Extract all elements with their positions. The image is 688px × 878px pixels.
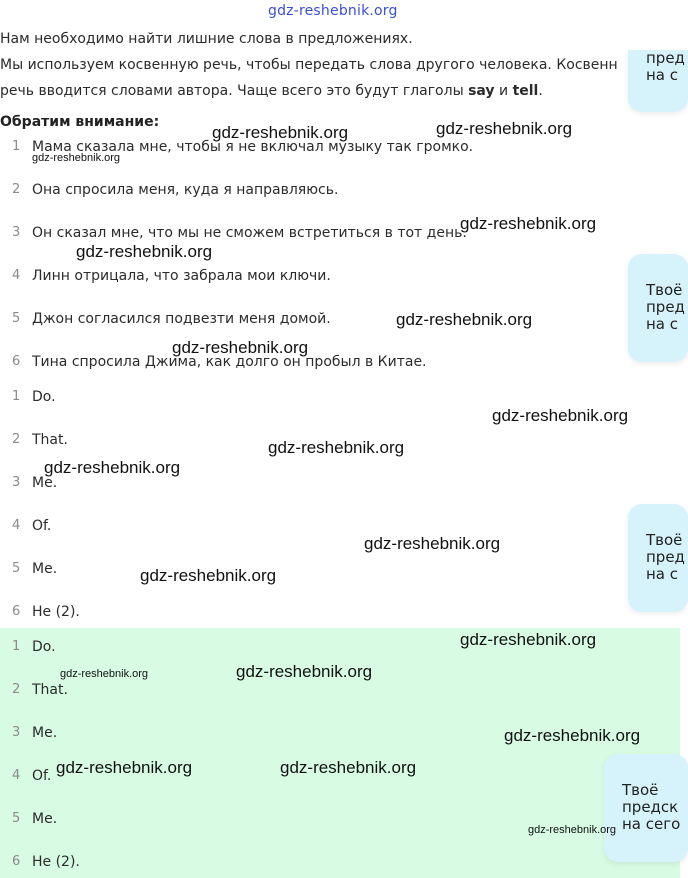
answer-row	[0, 601, 640, 625]
watermark-text: gdz-reshebnik.org	[60, 668, 149, 680]
watermark-text: gdz-reshebnik.org	[280, 758, 417, 777]
intro-line-1: Нам необходимо найти лишние слова в предложениях.	[0, 31, 413, 47]
watermark-text: gdz-reshebnik.org	[172, 338, 309, 357]
sentence-text: Джон согласился подвезти меня домой.	[32, 311, 331, 327]
answer-text: Do.	[32, 639, 56, 655]
answer-text: That.	[32, 432, 68, 448]
watermark-text: gdz-reshebnik.org	[396, 310, 533, 329]
intro-line-3-prefix: речь вводится словами автора. Чаще всего это будут глаголы	[0, 83, 469, 99]
promo-bubble-line: на с	[646, 565, 679, 583]
watermark-text: gdz-reshebnik.org	[140, 566, 277, 585]
answer-text: Of.	[32, 518, 52, 534]
promo-bubble-line: на с	[646, 315, 679, 333]
sentence-number: 1	[12, 139, 21, 154]
watermark-text: gdz-reshebnik.org	[32, 152, 121, 164]
promo-bubble-line: предск	[622, 798, 679, 816]
answer-text: Me.	[32, 475, 58, 491]
answer-text: He (2).	[32, 854, 80, 870]
answer-number: 1	[12, 389, 21, 404]
watermark-text: gdz-reshebnik.org	[528, 824, 617, 836]
watermark-text: gdz-reshebnik.org	[460, 214, 597, 233]
answer-number: 2	[12, 432, 21, 447]
sentence-text: Мама сказала мне, чтобы я не включал музыку так громко.	[32, 139, 474, 155]
promo-bubble-line: Твоё	[646, 281, 683, 299]
watermark-text: gdz-reshebnik.org	[492, 406, 629, 425]
watermark-text: gdz-reshebnik.org	[364, 534, 501, 553]
answer-text: Me.	[32, 561, 58, 577]
answer-number: 3	[12, 475, 21, 490]
notice-label: Обратим внимание:	[0, 114, 160, 130]
promo-bubble-line: пред	[646, 49, 685, 67]
answer-number: 1	[12, 639, 21, 654]
sentence-row	[0, 351, 640, 375]
promo-bubble-line: Твоё	[646, 531, 683, 549]
answer-text: Do.	[32, 389, 56, 405]
answer-text: Me.	[32, 725, 58, 741]
sentence-row	[0, 308, 640, 332]
answer-number: 5	[12, 811, 21, 826]
answer-row	[0, 558, 640, 582]
intro-line-2: Мы используем косвенную речь, чтобы передать слова другого человека. Косвенн	[0, 57, 618, 73]
answer-number: 4	[12, 768, 21, 783]
sentence-text: Он сказал мне, что мы не сможем встретиться в тот день.	[32, 225, 467, 241]
promo-bubble[interactable]	[628, 254, 688, 362]
answer-number: 2	[12, 682, 21, 697]
watermark-text: gdz-reshebnik.org	[460, 630, 597, 649]
sentence-number: 3	[12, 225, 21, 240]
verb-tell: tell	[512, 83, 539, 99]
promo-bubble-line: на с	[646, 66, 679, 84]
intro-line-3-end: .	[538, 83, 543, 99]
sentence-number: 2	[12, 182, 21, 197]
promo-bubble[interactable]	[628, 50, 688, 112]
watermark-text: gdz-reshebnik.org	[76, 242, 213, 261]
answer-text: He (2).	[32, 604, 80, 620]
answer-number: 4	[12, 518, 21, 533]
sentence-number: 5	[12, 311, 21, 326]
watermark-text: gdz-reshebnik.org	[44, 458, 181, 477]
answer-text: Of.	[32, 768, 52, 784]
sentence-text: Линн отрицала, что забрала мои ключи.	[32, 268, 331, 284]
answer-number: 3	[12, 725, 21, 740]
watermark-text: gdz-reshebnik.org	[268, 438, 405, 457]
intro-line-3-and: и	[494, 83, 513, 99]
answer-row	[0, 851, 640, 875]
watermark-text: gdz-reshebnik.org	[504, 726, 641, 745]
promo-bubble[interactable]	[604, 754, 688, 862]
watermark-text: gdz-reshebnik.org	[56, 758, 193, 777]
sentence-text: Тина спросила Джима, как долго он пробыл в Китае.	[32, 354, 427, 370]
site-watermark-top: gdz-reshebnik.org	[268, 3, 398, 19]
answer-text: That.	[32, 682, 68, 698]
sentence-number: 4	[12, 268, 21, 283]
promo-bubble-line: пред	[646, 298, 685, 316]
promo-bubble-line: пред	[646, 548, 685, 566]
sentence-row	[0, 179, 640, 203]
sentence-row	[0, 265, 640, 289]
promo-bubble[interactable]	[628, 504, 688, 612]
answer-row	[0, 515, 640, 539]
watermark-text: gdz-reshebnik.org	[212, 123, 349, 142]
promo-bubble-line: на сего	[622, 815, 681, 833]
watermark-text: gdz-reshebnik.org	[436, 119, 573, 138]
answer-number: 6	[12, 854, 21, 869]
answer-number: 6	[12, 604, 21, 619]
sentence-text: Она спросила меня, куда я направляюсь.	[32, 182, 339, 198]
promo-bubble-line: Твоё	[622, 781, 659, 799]
watermark-text: gdz-reshebnik.org	[236, 662, 373, 681]
answer-row	[0, 679, 640, 703]
answer-number: 5	[12, 561, 21, 576]
intro-line-3	[0, 78, 543, 104]
answer-text: Me.	[32, 811, 58, 827]
sentence-number: 6	[12, 354, 21, 369]
verb-say: say	[468, 83, 495, 99]
